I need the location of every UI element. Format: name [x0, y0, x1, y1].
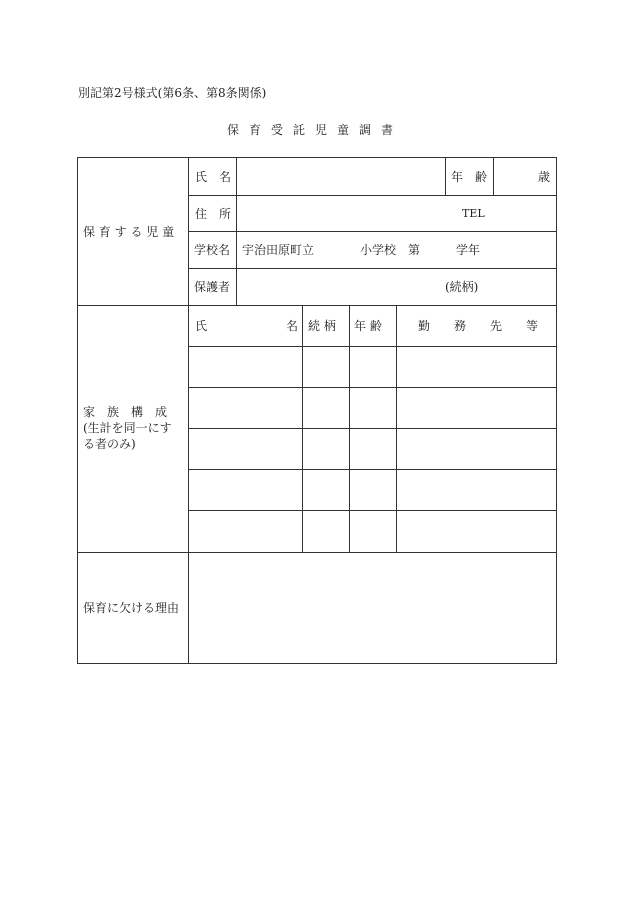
address-field[interactable] — [238, 197, 554, 229]
school-prefix: 宇治田原町立 — [242, 243, 315, 257]
grade-prefix: 第 — [408, 243, 421, 257]
col-relationship: 続 柄 — [308, 319, 336, 333]
age-unit: 歳 — [538, 170, 551, 184]
document-title: 保育受託児童調書 — [226, 123, 403, 137]
family-label-line3: る者のみ) — [83, 437, 136, 451]
guardian-label: 保護者 — [194, 280, 231, 294]
grade-suffix: 学年 — [456, 243, 481, 257]
age-label: 年 齢 — [451, 170, 488, 184]
family-col-line — [349, 305, 350, 552]
child-name-field[interactable] — [238, 160, 443, 193]
school-label: 学校名 — [194, 243, 231, 257]
family-col-line — [396, 305, 397, 552]
family-label-line1: 家 族 構 成 — [83, 405, 168, 419]
relationship-note: (続柄) — [445, 280, 479, 294]
school-type: 小学校 — [360, 243, 397, 257]
child-section-label: 保 育 す る 児 童 — [83, 225, 175, 239]
field-label-line — [236, 158, 237, 305]
tel-label: TEL — [462, 207, 485, 220]
row-line — [189, 469, 556, 470]
row-line — [189, 346, 556, 347]
row-line — [189, 195, 556, 196]
family-col-line — [302, 305, 303, 552]
form-number-note: 別記第2号様式(第6条、第8条関係) — [78, 86, 267, 100]
row-line — [189, 268, 556, 269]
age-label-line — [445, 158, 446, 195]
age-value-line — [493, 158, 494, 195]
section-divider-family — [78, 552, 556, 553]
childcare-form-table — [77, 157, 557, 664]
guardian-field[interactable] — [238, 270, 554, 303]
family-label-line2: (生計を同一にす — [83, 421, 172, 435]
reason-label: 保育に欠ける理由 — [83, 601, 180, 615]
col-name-second: 名 — [286, 319, 299, 333]
label-column-line — [188, 158, 189, 663]
row-line — [189, 387, 556, 388]
row-line — [189, 428, 556, 429]
col-name-first: 氏 — [195, 319, 208, 333]
address-label: 住 所 — [195, 207, 232, 221]
row-line — [189, 510, 556, 511]
row-line — [189, 231, 556, 232]
section-divider-child — [78, 305, 556, 306]
reason-field[interactable] — [190, 554, 554, 662]
col-workplace: 勤 務 先 等 — [418, 319, 539, 333]
name-label: 氏 名 — [195, 170, 232, 184]
col-age: 年 齢 — [354, 319, 382, 333]
